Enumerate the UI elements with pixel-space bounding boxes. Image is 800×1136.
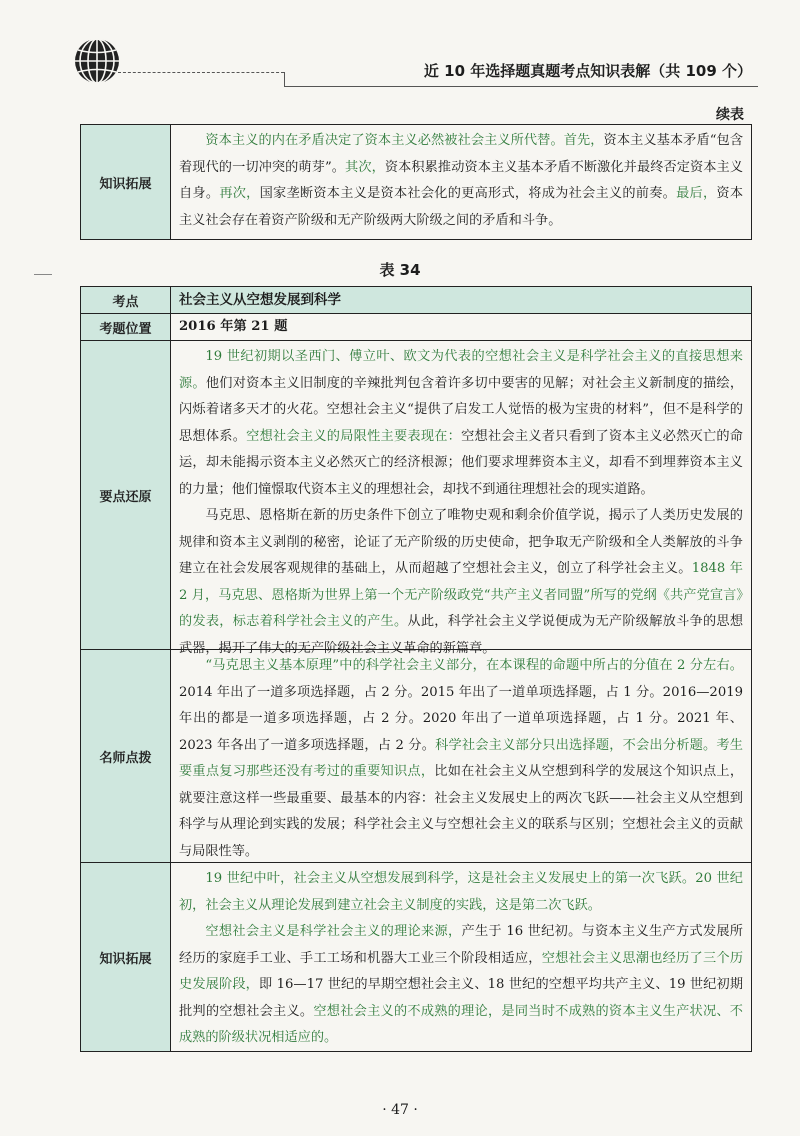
margin-mark bbox=[34, 274, 52, 275]
table-row-position bbox=[81, 313, 751, 340]
text-segment: 资本主义社会存在着资产阶级和无产阶级两大阶级之间的矛盾和斗争。 bbox=[179, 186, 744, 228]
text-segment: 1848 年 2 月，马克思、恩格斯为世界上第一个无产阶级政党“共产主义者同盟”所写的党纲《共产党宣言》的发表，标志着科学社会主义的产生。 bbox=[179, 561, 743, 629]
text-segment: 他们对资本主义旧制度的辛辣批判包含着许多切中要害的见解；对社会主义新制度的描绘，闪烁着诸多天才的火花。空想社会主义“提供了启发工人觉悟的极为宝贵的材料”，但不是科学的思想体系。 bbox=[179, 375, 744, 444]
globe-logo-icon bbox=[72, 36, 122, 86]
row-label: 要点还原 bbox=[81, 341, 171, 649]
row-label: 知识拓展 bbox=[81, 863, 171, 1051]
row-content bbox=[171, 341, 751, 656]
text-segment: 其次， bbox=[345, 159, 385, 175]
paragraph bbox=[179, 503, 743, 662]
table-row-kaodian bbox=[81, 287, 751, 313]
paragraph bbox=[179, 653, 743, 865]
running-header-title: 近 10 年选择题真题考点知识表解（共 109 个） bbox=[423, 62, 752, 80]
text-segment: 最后， bbox=[676, 186, 717, 201]
text-segment: 再次， bbox=[219, 186, 260, 201]
text-segment: “马克思主义基本原理”中的科学社会主义部分，在本课程的命题中所占的分值在 2 分左右。 bbox=[205, 658, 743, 673]
table-row bbox=[81, 862, 751, 1051]
text-segment: 空想社会主义的局限性主要表现在： bbox=[246, 428, 462, 444]
text-segment: 资本积累推动资本主义基本矛盾不断激化并最终否定资本主义自身。 bbox=[179, 159, 744, 201]
text-segment: 比如在社会主义从空想到科学的发展这个知识点上，就要注意这样一些最重要、最基本的内容：社会主义发展史上的两次飞跃——社会主义从空想到科学与从理论到实践的发展；科学社会主义与空想社会主义的联系与区别；空想社会主义的贡献与局限性等。 bbox=[179, 764, 744, 859]
row-label: 知识拓展 bbox=[81, 125, 171, 239]
row-content bbox=[171, 863, 751, 1051]
text-segment: 空想社会主义的不成熟的理论，是同当时不成熟的资本主义生产状况、不成熟的阶级状况相适应的。 bbox=[179, 1003, 743, 1045]
paragraph bbox=[179, 344, 743, 503]
header-line-step bbox=[284, 72, 285, 86]
table-row bbox=[81, 649, 751, 862]
text-segment: 19 世纪初期以圣西门、傅立叶、欧文为代表的空想社会主义是科学社会主义的直接思想来源。 bbox=[179, 349, 743, 391]
text-segment: 空想社会主义者只看到了资本主义必然灭亡的命运，却未能揭示资本主义必然灭亡的经济根源；他们要求埋葬资本主义，却看不到埋葬资本主义的力量；他们憧憬取代资本主义的理想社会，却找不到通往理想社会的现实道路。 bbox=[179, 428, 743, 497]
page-number: · 47 · bbox=[382, 1102, 418, 1118]
text-segment: 资本主义的内在矛盾决定了资本主义必然被社会主义所代替。 bbox=[205, 133, 564, 148]
continued-label: 续表 bbox=[716, 107, 744, 123]
table-row bbox=[81, 125, 751, 239]
table-caption: 表 34 bbox=[379, 261, 421, 279]
text-segment: 首先， bbox=[563, 133, 604, 148]
kaodian-value: 社会主义从空想发展到科学 bbox=[171, 287, 751, 313]
header-rule bbox=[284, 86, 758, 87]
text-segment: 空想社会主义是科学社会主义的理论来源， bbox=[205, 924, 462, 939]
text-segment: 产生于 16 世纪初。与资本主义生产方式发展所经历的家庭手工业、手工工场和机器大工业三个阶段相适应， bbox=[179, 924, 743, 966]
row-label: 名师点拨 bbox=[81, 650, 171, 862]
position-value: 2016 年第 21 题 bbox=[179, 319, 288, 334]
position-label: 考题位置 bbox=[81, 314, 171, 340]
text-segment: 空想社会主义思潮也经历了三个历史发展阶段， bbox=[179, 950, 744, 992]
text-segment: 即 16—17 世纪的早期空想社会主义、18 世纪的空想平均共产主义、19 世纪初期批判的空想社会主义。 bbox=[179, 977, 744, 1019]
text-segment: 马克思、恩格斯在新的历史条件下创立了唯物史观和剩余价值学说，揭示了人类历史发展的规律和资本主义剥削的秘密，论证了无产阶级的历史使命，把争取无产阶级和全人类解放的斗争建立在社会发展客观规律的基础上，从而超越了空想社会主义，创立了科学社会主义。 bbox=[179, 508, 743, 576]
row-content bbox=[171, 125, 751, 239]
text-segment: 资本主义基本矛盾“包含着现代的一切冲突的萌芽”。 bbox=[179, 133, 744, 175]
text-segment: 科学社会主义部分只出选择题，不会出分析题。考生要重点复习那些还没有考过的重要知识点， bbox=[179, 737, 743, 779]
table-34 bbox=[80, 286, 752, 1052]
table-continued bbox=[80, 124, 752, 240]
text-segment: 国家垄断资本主义是资本社会化的更高形式，将成为社会主义的前奏。 bbox=[259, 186, 677, 201]
paragraph bbox=[179, 128, 743, 234]
kaodian-label: 考点 bbox=[81, 287, 171, 313]
text-segment: 从此，科学社会主义学说便成为无产阶级解放斗争的思想武器，揭开了伟大的无产阶级社会主义革命的新篇章。 bbox=[179, 614, 744, 656]
table-row bbox=[81, 340, 751, 656]
paragraph bbox=[179, 866, 743, 919]
paragraph bbox=[179, 919, 743, 1052]
row-content bbox=[171, 650, 751, 862]
header-dashed-line bbox=[118, 72, 284, 73]
text-segment: 2014 年出了一道多项选择题，占 2 分。2015 年出了一道单项选择题，占 1 分。2016—2019 年出的都是一道多项选择题，占 2 分。2020 年出了一道单项选择题，占 1 分。2021 年、2023 年各出了一道多项选择题，占 2 分。 bbox=[179, 684, 743, 753]
text-segment: 19 世纪中叶，社会主义从空想发展到科学，这是社会主义发展史上的第一次飞跃。20 世纪初，社会主义从理论发展到建立社会主义制度的实践，这是第二次飞跃。 bbox=[179, 871, 743, 913]
